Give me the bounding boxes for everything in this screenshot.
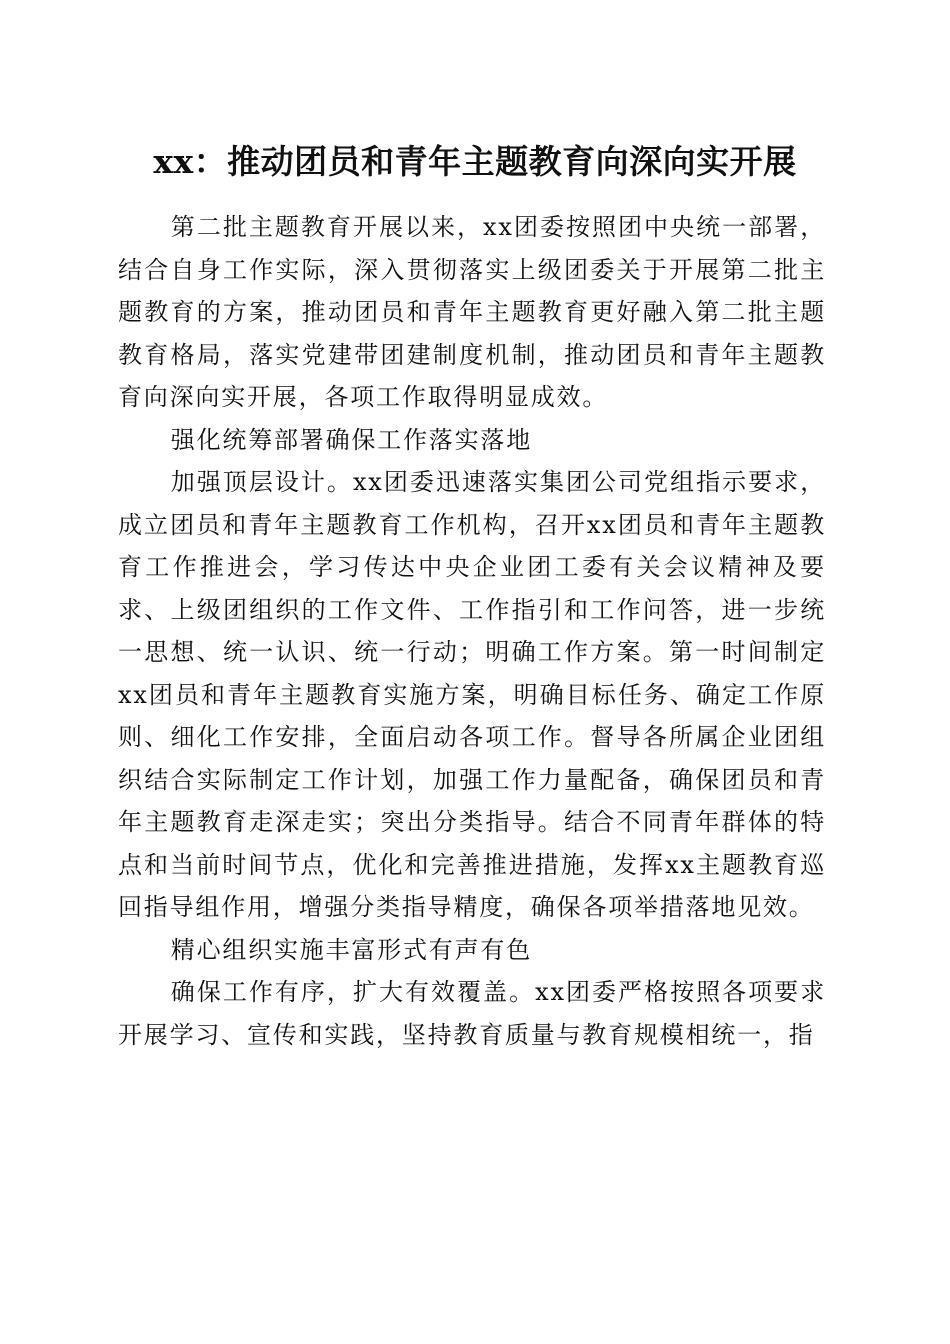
intro-paragraph: 第二批主题教育开展以来，xx团委按照团中央统一部署，结合自身工作实际，深入贯彻落实上级团委关于开展第二批主题教育的方案，推动团员和青年主题教育更好融入第二批主题教育格局，落实党建带团建制度机制，推动团员和青年主题教育向深向实开展，各项工作取得明显成效。 [118,213,826,411]
section-1-paragraph: 加强顶层设计。xx团委迅速落实集团公司党组指示要求，成立团员和青年主题教育工作机构，召开xx团员和青年主题教育工作推进会，学习传达中央企业团工委有关会议精神及要求、上级团组织的工作文件、工作指引和工作问答，进一步统一思想、统一认识、统一行动；明确工作方案。第一时间制定xx团员和青年主题教育实施方案，明确目标任务、确定工作原则、细化工作安排，全面启动各项工作。督导各所属企业团组织结合实际制定工作计划，加强工作力量配备，确保团员和青年主题教育走深走实；突出分类指导。结合不同青年群体的特点和当前时间节点，优化和完善推进措施，发挥xx主题教育巡回指导组作用，增强分类指导精度，确保各项举措落地见效。 [118,468,826,921]
section-heading-1: 强化统筹部署确保工作落实落地 [170,425,532,454]
document-title: xx：推动团员和青年主题教育向深向实开展 [153,142,797,181]
document-body [118,206,826,1056]
section-2-paragraph: 确保工作有序，扩大有效覆盖。xx团委严格按照各项要求开展学习、宣传和实践，坚持教育质量与教育规模相统一，指 [118,978,826,1049]
section-heading-2: 精心组织实施丰富形式有声有色 [170,935,532,964]
